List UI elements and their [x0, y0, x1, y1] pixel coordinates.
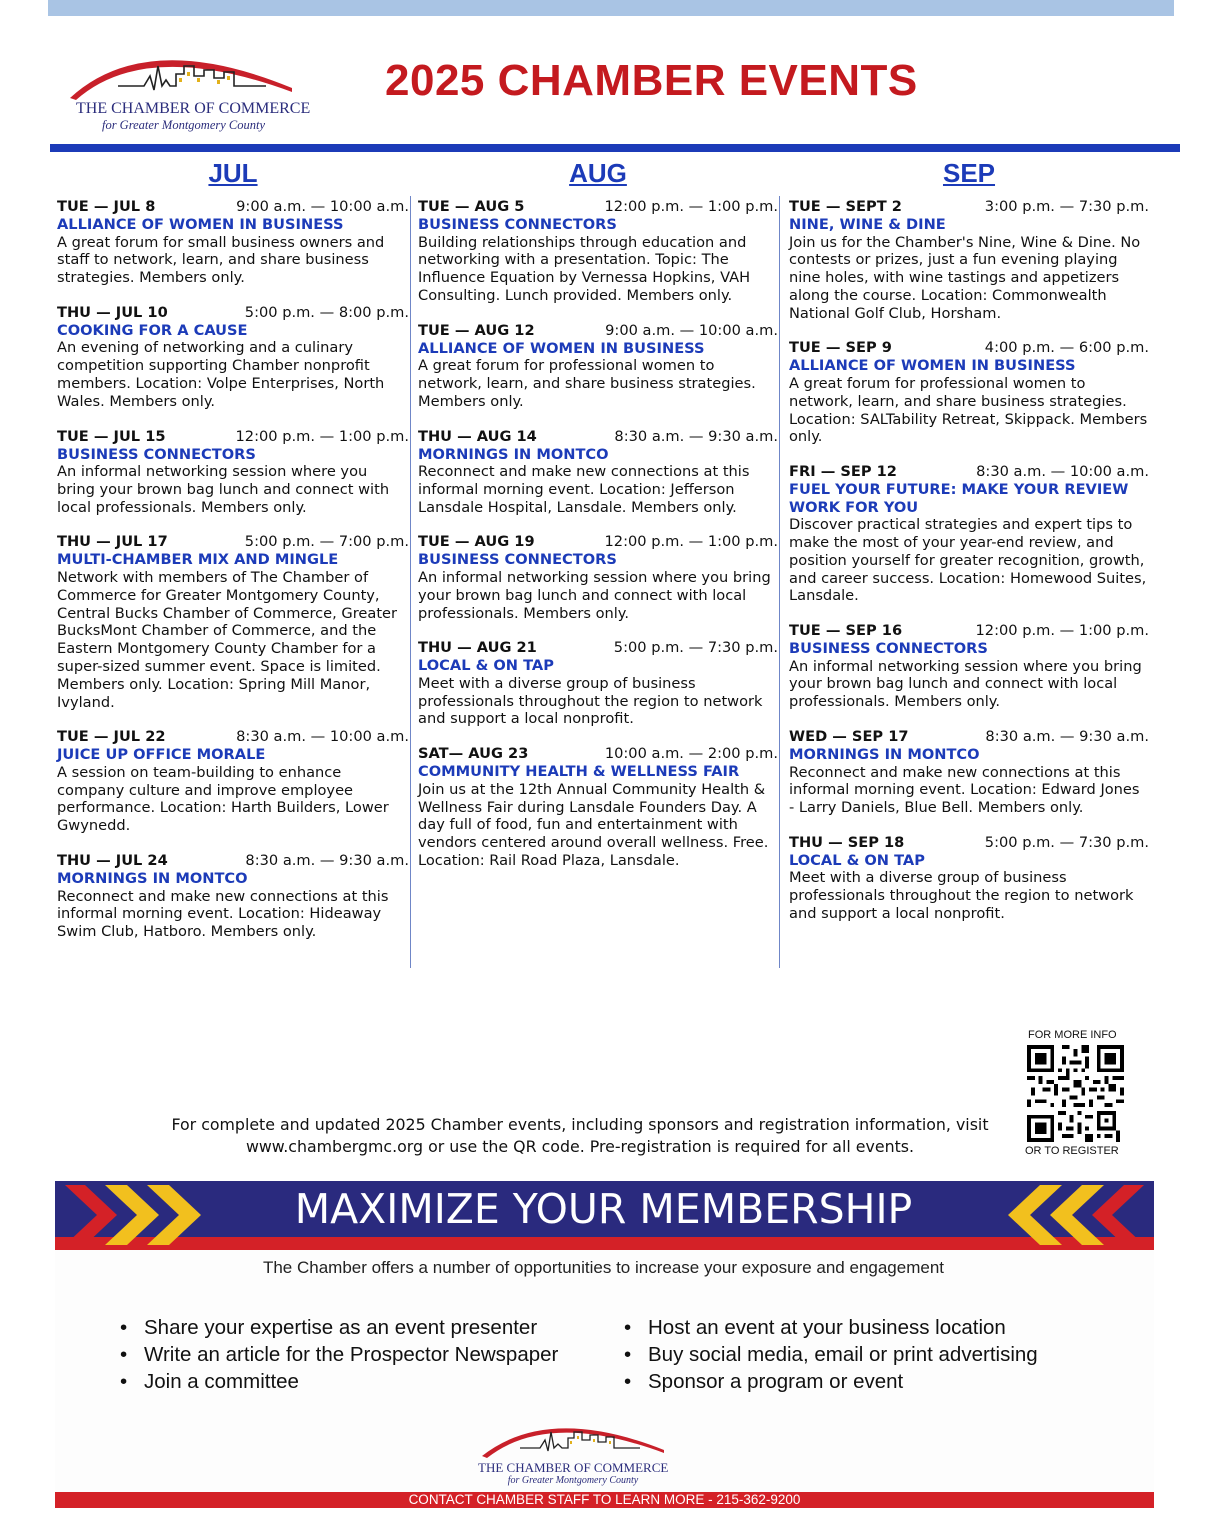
logo-tagline: for Greater Montgomery County: [101, 118, 266, 132]
event-date: THU — AUG 14: [418, 427, 537, 445]
qr-bottom-label: OR TO REGISTER: [1025, 1145, 1119, 1157]
event-description: Reconnect and make new connections at this informal morning event. Location: Jefferson Lansdale Hospital, Lansdale. Members only.: [418, 463, 750, 516]
event-header: [789, 622, 1149, 640]
opportunities-list-left: [120, 1314, 558, 1395]
event-header: [57, 428, 409, 446]
event-title: FUEL YOUR FUTURE: MAKE YOUR REVIEW WORK FOR YOU: [789, 481, 1129, 516]
event-item: [789, 198, 1149, 322]
event-description: Join us for the Chamber's Nine, Wine & Dine. No contests or prizes, just a fun evening playing nine holes, with wine tastings and appetizers along the course. Location: Commonwealth National Golf Club, Horsham.: [789, 233, 1141, 322]
list-item: • Host an event at your business location: [624, 1314, 1038, 1341]
event-date: THU — SEP 18: [789, 833, 905, 851]
month-heading: SEP: [942, 158, 996, 188]
event-time: 8:30 a.m. — 9:30 a.m.: [985, 728, 1149, 746]
event-list: [57, 198, 409, 941]
event-list: [789, 198, 1149, 923]
event-header: [789, 463, 1149, 481]
logo-tagline: for Greater Montgomery County: [507, 1475, 639, 1486]
event-date: FRI — SEP 12: [789, 463, 897, 481]
event-date: TUE — SEP 16: [789, 622, 903, 640]
event-date: WED — SEP 17: [789, 728, 909, 746]
month-heading: JUL: [208, 158, 258, 188]
event-description: A great forum for small business owners and staff to network, learn, and share business strategies. Members only.: [57, 233, 385, 287]
event-header: [57, 728, 409, 746]
event-date: TUE — JUL 15: [57, 427, 166, 445]
event-description: Discover practical strategies and expert tips to make the most of your year-end review, and position yourself for greater recognition, growth, and career success. Location: Homewood Suites, Lansdale.: [789, 516, 1147, 605]
event-header: [418, 198, 778, 216]
event-header: [418, 428, 778, 446]
event-description: A great forum for professional women to network, learn, and share business strategies. Members only.: [418, 357, 756, 410]
event-title: MULTI-CHAMBER MIX AND MINGLE: [57, 551, 339, 569]
event-header: [57, 852, 409, 870]
list-item: • Sponsor a program or event: [624, 1368, 1038, 1395]
event-item: [418, 533, 778, 622]
chamber-logo: [66, 36, 311, 136]
event-header: [418, 639, 778, 657]
event-header: [789, 339, 1149, 357]
event-title: JUICE UP OFFICE MORALE: [57, 746, 266, 764]
list-item: • Share your expertise as an event presenter: [120, 1314, 558, 1341]
event-date: TUE — JUL 22: [57, 728, 166, 746]
event-time: 8:30 a.m. — 9:30 a.m.: [614, 427, 778, 445]
event-date: THU — JUL 24: [57, 852, 168, 870]
event-list: [418, 198, 778, 870]
event-description: Building relationships through education and networking with a presentation. Topic: The Influence Equation by Vernessa Hopkins, VAH Consulting. Lunch provided. Members only.: [418, 233, 751, 304]
event-description: Reconnect and make new connections at this informal morning event. Location: Hideaway Swim Club, Hatboro. Members only.: [57, 887, 389, 941]
event-time: 5:00 p.m. — 8:00 p.m.: [244, 303, 409, 321]
event-date: TUE — AUG 12: [418, 321, 535, 339]
event-time: 12:00 p.m. — 1:00 p.m.: [604, 198, 778, 215]
event-title: NINE, WINE & DINE: [789, 216, 946, 233]
list-item: • Join a committee: [120, 1368, 558, 1395]
event-description: Meet with a diverse group of business professionals throughout the region to network and support a local nonprofit.: [418, 674, 763, 728]
event-description: Network with members of The Chamber of Commerce for Greater Montgomery County, Central Bucks Chamber of Commerce, Greater BucksMont Chamber of Commerce, and the Eastern Montgomery County Chamber for a super-sized summer event. Space is limited. Members only. Location: Spring Mill Manor, Ivyland.: [57, 568, 398, 711]
event-description: Join us at the 12th Annual Community Health & Wellness Fair during Lansdale Founders Day. A day full of food, fun and entertainment with vendors centered around overall wellness. Free. Location: Rail Road Plaza, Lansdale.: [418, 780, 769, 869]
column-divider: [779, 196, 780, 968]
event-item: [57, 533, 409, 711]
event-title: ALLIANCE OF WOMEN IN BUSINESS: [789, 357, 1076, 375]
logo-name: THE CHAMBER OF COMMERCE: [478, 1460, 669, 1475]
event-title: ALLIANCE OF WOMEN IN BUSINESS: [418, 339, 705, 357]
event-title: MORNINGS IN MONTCO: [418, 445, 609, 463]
list-item: • Buy social media, email or print advertising: [624, 1341, 1038, 1368]
event-date: THU — JUL 10: [57, 303, 168, 321]
event-item: [789, 463, 1149, 605]
event-title: LOCAL & ON TAP: [789, 851, 925, 869]
event-date: TUE — AUG 19: [418, 533, 535, 551]
event-date: TUE — SEP 9: [789, 339, 892, 357]
event-time: 3:00 p.m. — 7:30 p.m.: [984, 198, 1149, 215]
event-header: [57, 304, 409, 322]
event-time: 8:30 a.m. — 10:00 a.m.: [236, 728, 409, 746]
event-time: 8:30 a.m. — 9:30 a.m.: [245, 852, 409, 870]
event-title: ALLIANCE OF WOMEN IN BUSINESS: [57, 216, 344, 233]
event-header: [418, 745, 778, 763]
event-item: [57, 198, 409, 287]
event-description: A session on team-building to enhance company culture and improve employee performance. Location: Harth Builders, Lower Gwynedd.: [57, 763, 389, 835]
event-description: Meet with a diverse group of business professionals throughout the region to network and support a local nonprofit.: [789, 869, 1134, 923]
event-item: [789, 339, 1149, 446]
qr-code-icon[interactable]: [1027, 1045, 1124, 1142]
event-description: An informal networking session where you bring your brown bag lunch and connect with local professionals. Members only.: [57, 463, 390, 516]
event-item: [418, 198, 778, 305]
event-description: An evening of networking and a culinary competition supporting Chamber nonprofit members. Location: Volpe Enterprises, North Wales. Members only.: [57, 339, 385, 410]
event-item: [418, 322, 778, 411]
event-item: [57, 304, 409, 411]
event-title: BUSINESS CONNECTORS: [789, 640, 988, 658]
event-title: MORNINGS IN MONTCO: [789, 746, 980, 764]
event-header: [57, 198, 409, 216]
column-divider: [410, 196, 411, 968]
event-time: 12:00 p.m. — 1:00 p.m.: [975, 622, 1149, 640]
page-title: 2025 CHAMBER EVENTS: [385, 56, 918, 105]
event-description: A great forum for professional women to network, learn, and share business strategies. Location: SALTability Retreat, Skippack. Members only.: [789, 374, 1148, 446]
qr-top-label: FOR MORE INFO: [1028, 1029, 1117, 1041]
event-item: [418, 745, 778, 869]
contact-bar: CONTACT CHAMBER STAFF TO LEARN MORE - 215-362-9200: [55, 1492, 1154, 1508]
event-time: 12:00 p.m. — 1:00 p.m.: [604, 533, 778, 551]
event-date: TUE — SEPT 2: [789, 198, 902, 215]
event-header: [789, 198, 1149, 216]
membership-heading: MAXIMIZE YOUR MEMBERSHIP: [294, 1185, 913, 1233]
event-date: TUE — AUG 5: [418, 198, 525, 215]
event-header: [418, 533, 778, 551]
event-time: 9:00 a.m. — 10:00 a.m.: [605, 321, 778, 339]
event-item: [57, 728, 409, 835]
event-header: [789, 728, 1149, 746]
event-item: [57, 852, 409, 941]
event-title: COMMUNITY HEALTH & WELLNESS FAIR: [418, 763, 740, 781]
event-date: THU — JUL 17: [57, 533, 168, 551]
event-time: 9:00 a.m. — 10:00 a.m.: [236, 198, 409, 215]
event-title: COOKING FOR A CAUSE: [57, 321, 248, 339]
event-time: 5:00 p.m. — 7:30 p.m.: [984, 833, 1149, 851]
month-column-aug: [418, 158, 778, 887]
chamber-logo-small: [478, 1410, 668, 1488]
event-title: BUSINESS CONNECTORS: [418, 551, 617, 569]
event-time: 5:00 p.m. — 7:00 p.m.: [244, 533, 409, 551]
event-item: [418, 428, 778, 517]
month-heading: AUG: [569, 158, 627, 188]
event-item: [789, 728, 1149, 817]
event-title: MORNINGS IN MONTCO: [57, 870, 248, 888]
event-time: 5:00 p.m. — 7:30 p.m.: [613, 639, 778, 657]
event-header: [57, 533, 409, 551]
event-time: 10:00 a.m. — 2:00 p.m.: [604, 745, 778, 763]
event-date: TUE — JUL 8: [57, 198, 156, 215]
list-item: • Write an article for the Prospector Newspaper: [120, 1341, 558, 1368]
event-header: [418, 322, 778, 340]
month-column-sep: [789, 158, 1149, 940]
event-time: 8:30 a.m. — 10:00 a.m.: [976, 463, 1149, 481]
event-time: 4:00 p.m. — 6:00 p.m.: [984, 339, 1149, 357]
event-item: [789, 622, 1149, 711]
event-time: 12:00 p.m. — 1:00 p.m.: [235, 427, 409, 445]
title-rule: [50, 144, 1180, 152]
event-title: BUSINESS CONNECTORS: [57, 445, 256, 463]
event-title: BUSINESS CONNECTORS: [418, 216, 617, 233]
membership-subheading: The Chamber offers a number of opportunities to increase your exposure and engagement: [262, 1258, 945, 1277]
footer-note: For complete and updated 2025 Chamber events, including sponsors and registration information, visit www.chambergmc.org or use the QR code. Pre-registration is required for all events.: [171, 1115, 989, 1156]
event-item: [57, 428, 409, 517]
logo-name: THE CHAMBER OF COMMERCE: [76, 100, 311, 117]
event-date: THU — AUG 21: [418, 639, 537, 657]
top-strip: [48, 0, 1174, 16]
event-description: An informal networking session where you bring your brown bag lunch and connect with local professionals. Members only.: [418, 568, 771, 622]
event-date: SAT— AUG 23: [418, 745, 529, 763]
event-title: LOCAL & ON TAP: [418, 657, 554, 675]
opportunities-list-right: [624, 1314, 1038, 1395]
month-column-jul: [57, 158, 409, 958]
event-description: An informal networking session where you bring your brown bag lunch and connect with local professionals. Members only.: [789, 657, 1142, 711]
event-description: Reconnect and make new connections at this informal morning event. Location: Edward Jones - Larry Daniels, Blue Bell. Members only.: [789, 763, 1140, 817]
event-item: [789, 834, 1149, 923]
event-item: [418, 639, 778, 728]
event-header: [789, 834, 1149, 852]
